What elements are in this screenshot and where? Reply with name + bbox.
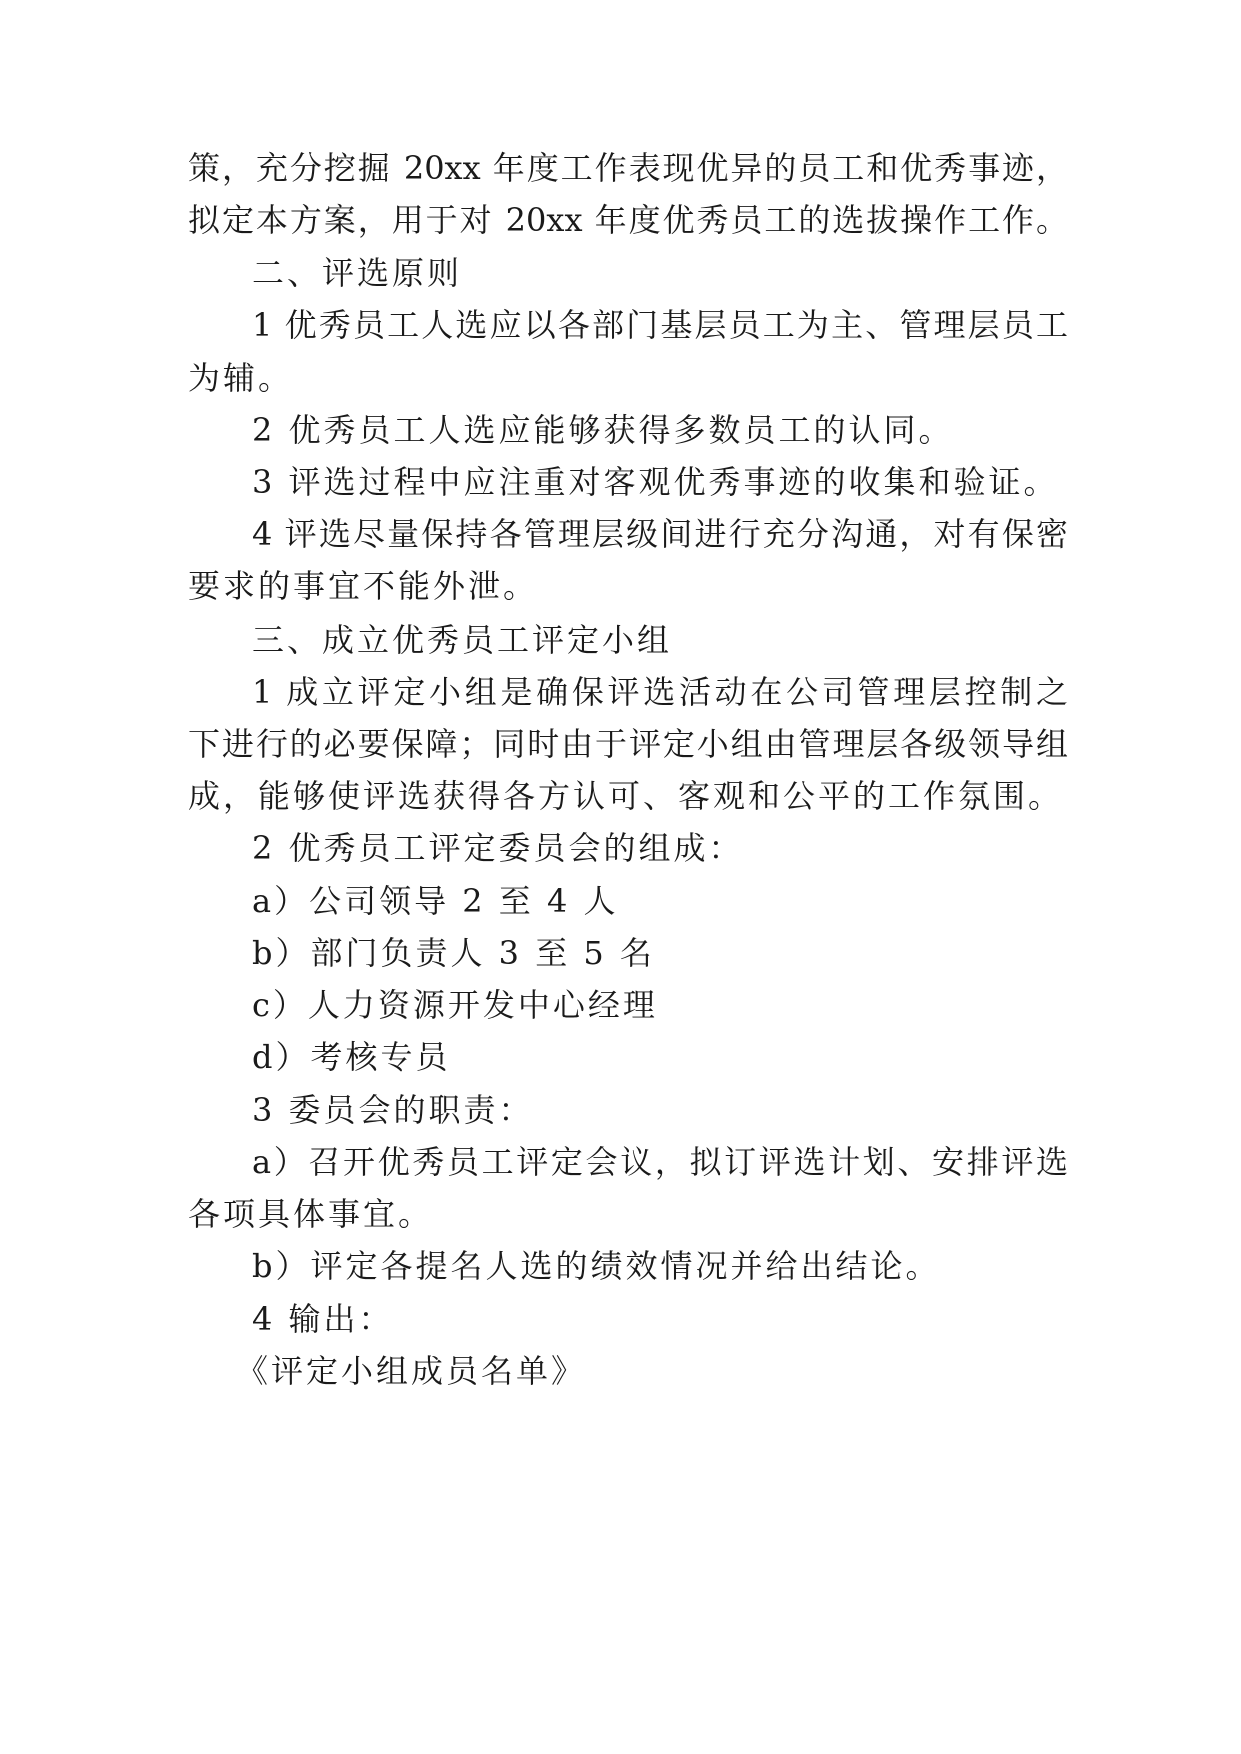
list-item: c）人力资源开发中心经理 (252, 986, 658, 1024)
list-item: b）评定各提名人选的绩效情况并给出结论。 (252, 1247, 941, 1285)
paragraph-line: 2 优秀员工评定委员会的组成： (252, 829, 744, 867)
list-item: b）部门负责人 3 至 5 名 (252, 934, 655, 972)
paragraph-line: 拟定本方案，用于对 20xx 年度优秀员工的选拔操作工作。 (188, 201, 1068, 239)
paragraph-line: 1 成立评定小组是确保评选活动在公司管理层控制之 (252, 673, 1068, 711)
list-item: a）召开优秀员工评定会议，拟订评选计划、安排评选 (252, 1143, 1068, 1181)
paragraph-line: 2 优秀员工人选应能够获得多数员工的认同。 (252, 411, 954, 449)
paragraph-line: 下进行的必要保障；同时由于评定小组由管理层各级领导组 (188, 725, 1068, 763)
document-title-reference: 《评定小组成员名单》 (236, 1352, 587, 1390)
list-item: a）公司领导 2 至 4 人 (252, 882, 619, 920)
paragraph-line: 3 委员会的职责： (252, 1091, 534, 1129)
paragraph-line: 1 优秀员工人选应以各部门基层员工为主、管理层员工 (252, 306, 1068, 344)
paragraph-line: 策，充分挖掘 20xx 年度工作表现优异的员工和优秀事迹， (188, 149, 1068, 187)
list-item: d）考核专员 (252, 1038, 451, 1076)
paragraph-line: 要求的事宜不能外泄。 (188, 567, 539, 605)
paragraph-line: 为辅。 (188, 359, 294, 397)
paragraph-line: 各项具体事宜。 (188, 1195, 434, 1233)
paragraph-line: 4 评选尽量保持各管理层级间进行充分沟通，对有保密 (252, 515, 1068, 553)
paragraph-line: 3 评选过程中应注重对客观优秀事迹的收集和验证。 (252, 463, 1059, 501)
paragraph-line: 成，能够使评选获得各方认可、客观和公平的工作氛围。 (188, 777, 1064, 815)
section-heading: 三、成立优秀员工评定小组 (252, 621, 673, 659)
section-heading: 二、评选原则 (252, 254, 463, 292)
paragraph-line: 4 输出： (252, 1300, 394, 1338)
